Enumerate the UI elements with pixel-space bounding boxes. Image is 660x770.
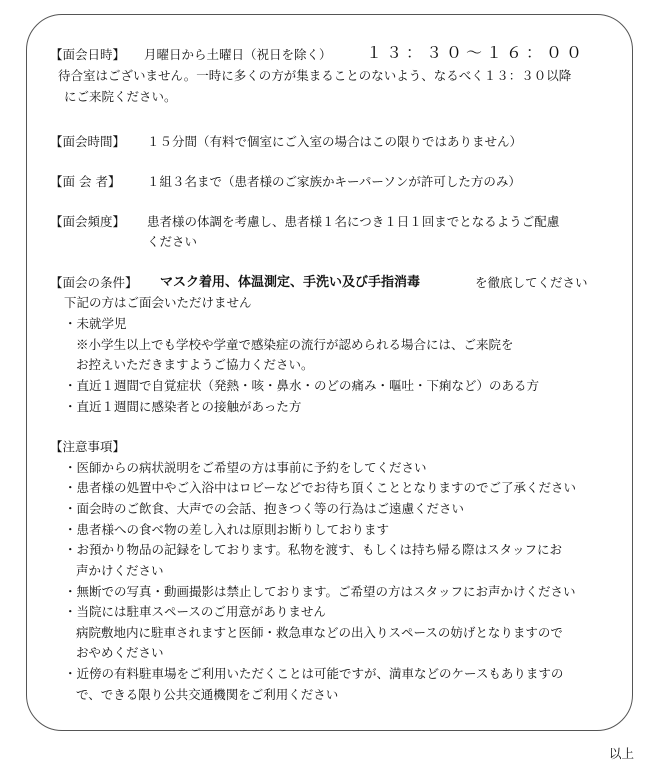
hours-label: 【面会日時】: [50, 47, 126, 62]
notes-item-2: ・患者様の処置中やご入浴中はロビーなどでお待ち頂くこととなりますのでご了承ください: [64, 480, 577, 495]
hours-note-1: 待合室はございません。一時に多くの方が集まることのないよう、なるべく１３：３０以降: [58, 68, 572, 83]
conditions-label: 【面会の条件】: [50, 275, 138, 290]
conditions-item-1-note-1: ※小学生以上でも学校や学童で感染症の流行が認められる場合には、ご来院を: [76, 337, 514, 352]
conditions-item-1: ・未就学児: [64, 316, 127, 331]
visitors-text: １組３名まで（患者様のご家族かキーパーソンが許可した方のみ）: [147, 174, 521, 189]
duration-text: １５分間（有料で個室にご入室の場合はこの限りではありません）: [147, 134, 523, 149]
frequency-label: 【面会頻度】: [50, 214, 126, 229]
notes-item-8a: ・近傍の有料駐車場をご利用いただくことは可能ですが、満車などのケースもありますの: [64, 666, 564, 681]
frequency-text-2: ください: [147, 234, 198, 249]
notes-item-7b: 病院敷地内に駐車されますと医師・救急車などの出入りスペースの妨げとなりますので: [76, 625, 563, 640]
conditions-item-2: ・直近１週間で自覚症状（発熱・咳・鼻水・のどの痛み・嘔吐・下痢など）のある方: [64, 378, 540, 393]
hours-note-2: にご来院ください。: [64, 89, 177, 104]
frequency-text-1: 患者様の体調を考慮し、患者様１名につき１日１回までとなるようご配慮: [147, 214, 560, 229]
hours-days: 月曜日から土曜日（祝日を除く）: [144, 47, 332, 62]
hours-time: １３：３０〜１６：００: [366, 43, 587, 62]
notes-item-7a: ・当院には駐車スペースのご用意がありません: [64, 604, 326, 619]
duration-label: 【面会時間】: [50, 134, 126, 149]
conditions-sub: 下記の方はご面会いただけません: [64, 295, 252, 310]
notes-item-5a: ・お預かり物品の記録をしております。私物を渡す、もしくは持ち帰る際はスタッフにお: [64, 542, 563, 557]
closing-text: 以上: [608, 746, 634, 761]
conditions-rest: を徹底してください: [475, 275, 588, 290]
notes-item-4: ・患者様への食べ物の差し入れは原則お断りしております: [64, 522, 390, 537]
notes-item-5b: 声かけください: [76, 563, 164, 578]
notes-item-8b: で、できる限り公共交通機関をご利用ください: [76, 687, 339, 702]
notes-item-6: ・無断での写真・動画撮影は禁止しております。ご希望の方はスタッフにお声かけください: [64, 584, 576, 599]
notes-item-3: ・面会時のご飲食、大声での会話、抱きつく等の行為はご遠慮ください: [64, 501, 465, 516]
conditions-item-3: ・直近１週間に感染者との接触があった方: [64, 399, 302, 414]
notes-item-7c: おやめください: [76, 645, 164, 660]
conditions-item-1-note-2: お控えいただきますようご協力ください。: [76, 357, 314, 372]
visitors-label: 【面 会 者】: [50, 174, 121, 189]
notes-label: 【注意事項】: [50, 439, 126, 454]
notes-item-1: ・医師からの病状説明をご希望の方は事前に予約をしてください: [64, 460, 427, 475]
conditions-bold: マスク着用、体温測定、手洗い及び手指消毒: [160, 275, 421, 290]
